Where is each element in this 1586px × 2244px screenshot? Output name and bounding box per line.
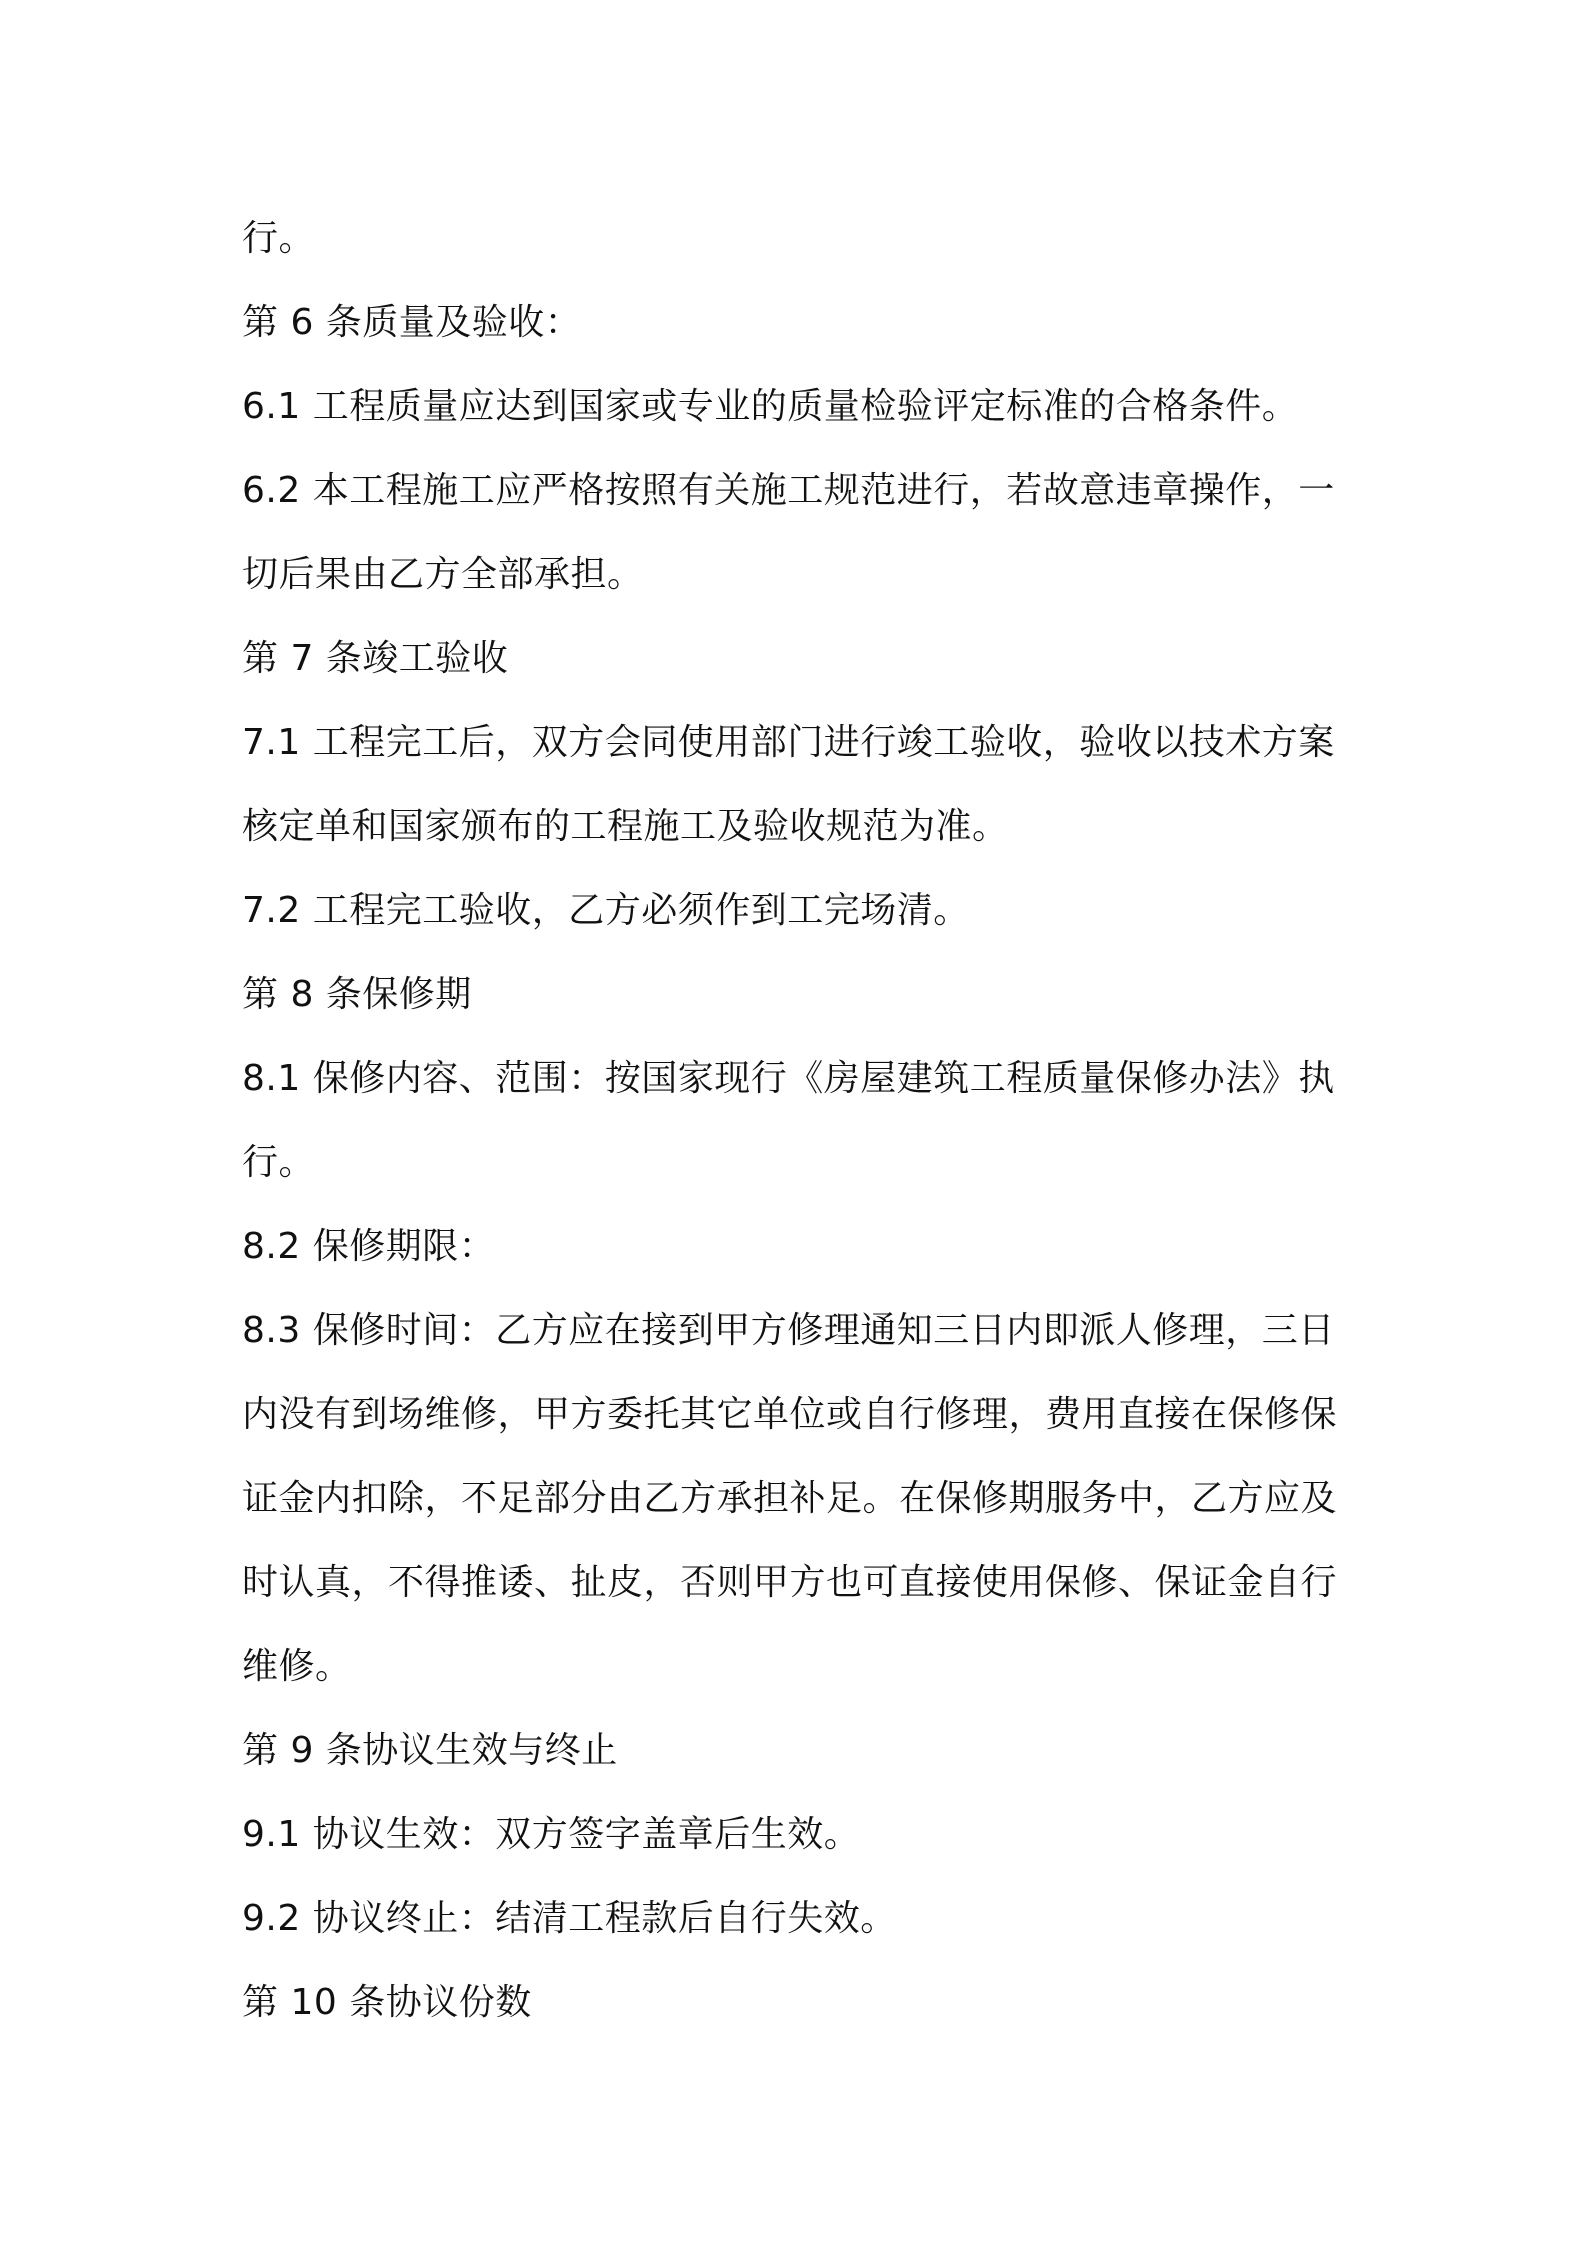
text-line: 行。	[242, 1142, 316, 1183]
clause-6-1: 6.1 工程质量应达到国家或专业的质量检验评定标准的合格条件。	[242, 386, 1299, 427]
section-heading-article-10: 第 10 条协议份数	[242, 1982, 532, 2023]
text-line: 证金内扣除，不足部分由乙方承担补足。在保修期服务中，乙方应及	[242, 1478, 1338, 1519]
document-body	[242, 197, 1362, 2045]
clause-8-3: 8.3 保修时间：乙方应在接到甲方修理通知三日内即派人修理，三日	[242, 1310, 1335, 1351]
section-heading-article-7: 第 7 条竣工验收	[242, 638, 509, 679]
clause-7-1: 7.1 工程完工后，双方会同使用部门进行竣工验收，验收以技术方案	[242, 722, 1335, 763]
text-line: 维修。	[242, 1646, 352, 1687]
section-heading-article-9: 第 9 条协议生效与终止	[242, 1730, 618, 1771]
clause-7-2: 7.2 工程完工验收，乙方必须作到工完场清。	[242, 890, 970, 931]
text-line: 核定单和国家颁布的工程施工及验收规范为准。	[242, 806, 1009, 847]
clause-6-2: 6.2 本工程施工应严格按照有关施工规范进行，若故意违章操作，一	[242, 470, 1335, 511]
text-line: 行。	[242, 218, 316, 259]
text-line: 内没有到场维修，甲方委托其它单位或自行修理，费用直接在保修保	[242, 1394, 1338, 1435]
clause-8-1: 8.1 保修内容、范围：按国家现行《房屋建筑工程质量保修办法》执	[242, 1058, 1335, 1099]
text-line: 时认真，不得推诿、扯皮，否则甲方也可直接使用保修、保证金自行	[242, 1562, 1338, 1603]
clause-9-2: 9.2 协议终止：结清工程款后自行失效。	[242, 1898, 897, 1939]
section-heading-article-6: 第 6 条质量及验收：	[242, 302, 582, 343]
section-heading-article-8: 第 8 条保修期	[242, 974, 472, 1015]
clause-8-2: 8.2 保修期限：	[242, 1226, 496, 1267]
clause-9-1: 9.1 协议生效：双方签字盖章后生效。	[242, 1814, 861, 1855]
text-line: 切后果由乙方全部承担。	[242, 554, 644, 595]
